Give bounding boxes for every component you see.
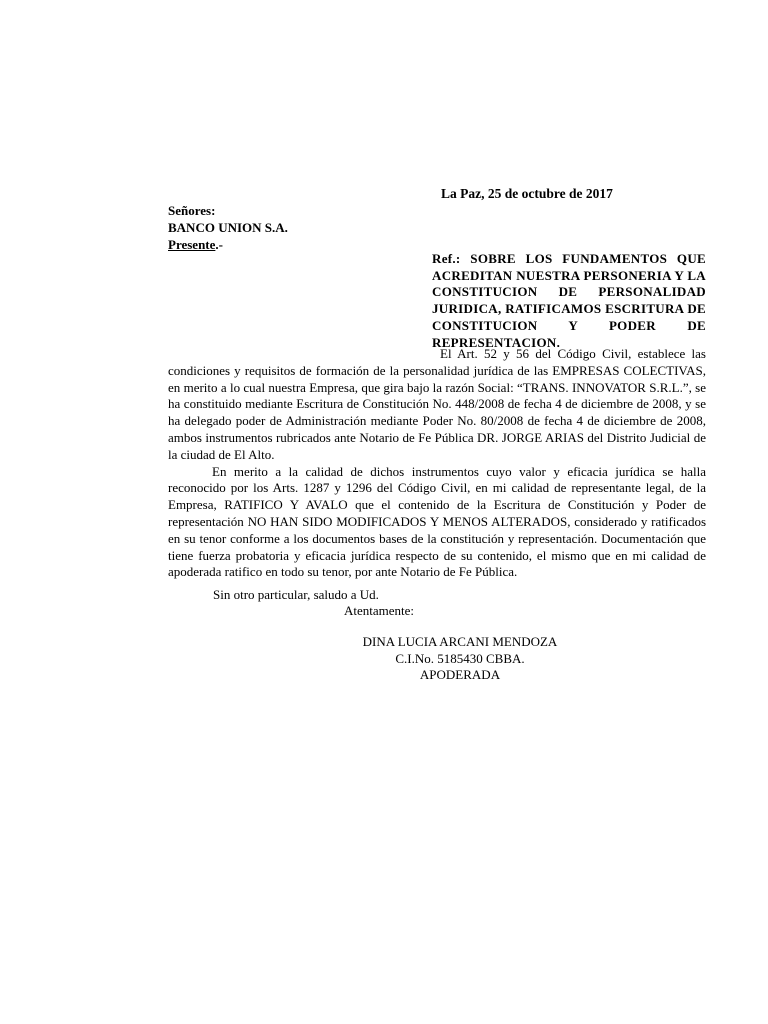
- presente-line: [168, 236, 288, 253]
- addressee-company: BANCO UNION S.A.: [168, 220, 288, 235]
- presente-word: Presente: [168, 237, 216, 252]
- body-paragraph: El Art. 52 y 56 del Código Civil, establece las condiciones y requisitos de formación de la personalidad jurídica de las EMPRESAS COLECTIVAS, en merito a lo cual nuestra Empresa, que gira bajo la razón Social: “TRANS. INNOVATOR S.R.L.”, se ha constituido mediante Escritura de Constitución No. 448/2008 de fecha 4 de diciembre de 2008, y se ha delegado poder de Administración mediante Poder No. 80/2008 de fecha 4 de diciembre de 2008, ambos instrumentos rubricados ante Notario de Fe Pública DR. JORGE ARIAS del Distrito Judicial de la ciudad de El Alto.: [168, 346, 706, 462]
- body-paragraph: En merito a la calidad de dichos instrumentos cuyo valor y eficacia jurídica se halla reconocido por los Arts. 1287 y 1296 del Código Civil, en mi calidad de representante legal, de la Empresa, RATIFICO Y AVALO que el contenido de la Escritura de Constitución y Poder de representación NO HAN SIDO MODIFICADOS Y MENOS ALTERADOS, considerado y ratificados en su tenor conforme a los documentos bases de la constitución y representación. Documentación que tiene fuerza probatoria y eficacia jurídica respecto de su contenido, el mismo que en mi calidad de apoderada ratifico en todo su tenor, por ante Notario de Fe Pública.: [168, 463, 706, 580]
- signature-block: [300, 634, 620, 684]
- addressee-block: [168, 202, 288, 253]
- letter-date: La Paz, 25 de octubre de 2017: [441, 186, 613, 201]
- attentive-line: Atentamente:: [344, 603, 415, 618]
- signer-role: APODERADA: [419, 667, 501, 682]
- closing-line: Sin otro particular, saludo a Ud.: [213, 587, 379, 602]
- signer-name: DINA LUCIA ARCANI MENDOZA: [362, 634, 558, 649]
- salutation: Señores:: [168, 203, 216, 218]
- signer-id: C.I.No. 5185430 CBBA.: [395, 650, 525, 666]
- presente-suffix: .-: [215, 237, 223, 252]
- reference-block: Ref.: SOBRE LOS FUNDAMENTOS QUE ACREDITAN NUESTRA PERSONERIA Y LA CONSTITUCION DE PERSONALIDAD JURIDICA, RATIFICAMOS ESCRITURA DE CONSTITUCION Y PODER DE REPRESENTACION.: [432, 251, 706, 350]
- letter-body: [168, 346, 706, 581]
- closing-block: [213, 587, 414, 619]
